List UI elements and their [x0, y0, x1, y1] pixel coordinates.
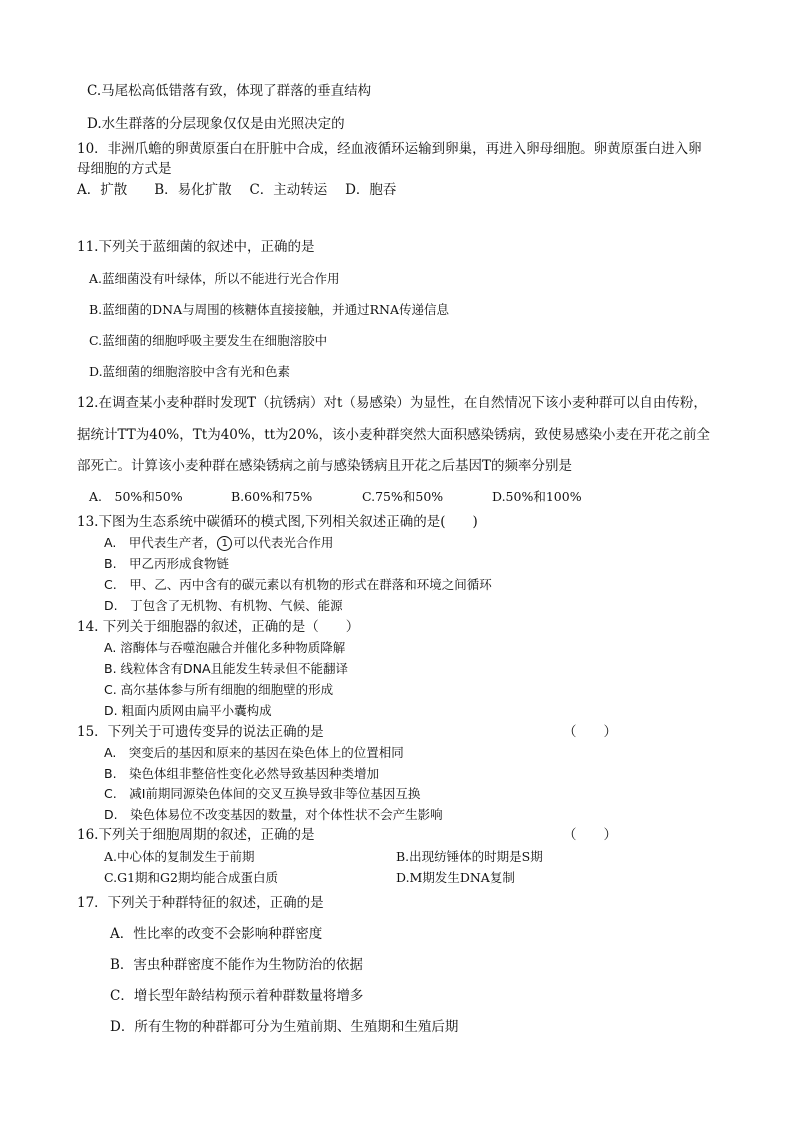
- q13-option-a: [104, 534, 333, 552]
- q17-option-d: D．所有生物的种群都可分为生殖前期、生殖期和生殖后期: [110, 1019, 459, 1035]
- q11-option-b: B.蓝细菌的DNA与周围的核糖体直接接触，并通过RNA传递信息: [89, 302, 450, 317]
- q14-option-b: B. 线粒体含有DNA且能发生转录但不能翻译: [104, 661, 349, 676]
- q16-stem: 16.下列关于细胞周期的叙述，正确的是: [77, 827, 315, 843]
- q13-stem: 13.下图为生态系统中碳循环的模式图,下列相关叙述正确的是( ): [77, 514, 478, 530]
- q13-option-a-pre: A. 甲代表生产者，: [104, 535, 217, 550]
- q13-option-d: D. 丁包含了无机物、有机物、气候、能源: [104, 598, 343, 613]
- q12-option-b: B.60%和75%: [231, 489, 313, 504]
- circled-number: 1: [217, 536, 232, 551]
- q10-stem-line1: 10．非洲爪蟾的卵黄原蛋白在肝脏中合成，经血液循环运输到卵巢，再进入卵母细胞。卵黄原蛋白进入卵: [77, 141, 702, 157]
- q15-option-b: B. 染色体组非整倍性变化必然导致基因种类增加: [104, 766, 380, 781]
- q17-option-a: A．性比率的改变不会影响种群密度: [110, 926, 323, 942]
- q10-options: A．扩散 B．易化扩散 C．主动转运 D．胞吞: [77, 182, 397, 198]
- q15-option-c: C. 减Ⅰ前期同源染色体间的交叉互换导致非等位基因互换: [104, 786, 421, 801]
- q13-option-a-post: 可以代表光合作用: [233, 535, 334, 550]
- q12-stem-line3: 部死亡。计算该小麦种群在感染锈病之前与感染锈病且开花之后基因T的频率分别是: [77, 458, 573, 474]
- q16-answer-paren: （ ）: [563, 827, 617, 843]
- q16-option-d: D.M期发生DNA复制: [396, 870, 515, 885]
- q17-stem: 17．下列关于种群特征的叙述，正确的是: [77, 895, 324, 911]
- q15-answer-paren: （ ）: [563, 724, 617, 740]
- q10-stem-line2: 母细胞的方式是: [77, 161, 172, 177]
- q15-option-a: A. 突变后的基因和原来的基因在染色体上的位置相同: [104, 745, 404, 760]
- q16-option-b: B.出现纺锤体的时期是S期: [396, 849, 543, 864]
- q13-option-b: B. 甲乙丙形成食物链: [104, 556, 230, 571]
- q14-option-c: C. 高尔基体参与所有细胞的细胞壁的形成: [104, 682, 334, 697]
- q12-stem-line2: 据统计TT为40%，Tt为40%，tt为20%，该小麦种群突然大面积感染锈病，致使易感染小麦在开花之前全: [77, 427, 711, 443]
- q11-option-d: D.蓝细菌的细胞溶胶中含有光和色素: [89, 364, 291, 379]
- q11-option-c: C.蓝细菌的细胞呼吸主要发生在细胞溶胶中: [89, 333, 328, 348]
- prev-option-d: D.水生群落的分层现象仅仅是由光照决定的: [87, 116, 345, 132]
- q14-option-d: D. 粗面内质网由扁平小囊构成: [104, 703, 272, 718]
- q12-option-a: A. 50%和50%: [89, 489, 183, 504]
- q17-option-b: B．害虫种群密度不能作为生物防治的依据: [110, 957, 363, 973]
- q15-stem: 15．下列关于可遗传变异的说法正确的是: [77, 724, 324, 740]
- q16-option-c: C.G1期和G2期均能合成蛋白质: [104, 870, 278, 885]
- q17-option-c: C．增长型年龄结构预示着种群数量将增多: [110, 988, 364, 1004]
- q12-stem-line1: 12.在调查某小麦种群时发现T（抗锈病）对t（易感染）为显性，在自然情况下该小麦种群可以自由传粉，: [77, 395, 707, 411]
- prev-option-c: C.马尾松高低错落有致，体现了群落的垂直结构: [87, 83, 372, 99]
- q11-option-a: A.蓝细菌没有叶绿体，所以不能进行光合作用: [89, 271, 340, 286]
- q15-option-d: D. 染色体易位不改变基因的数量，对个体性状不会产生影响: [104, 807, 443, 822]
- q12-option-c: C.75%和50%: [362, 489, 444, 504]
- q14-option-a: A. 溶酶体与吞噬泡融合并催化多种物质降解: [104, 640, 346, 655]
- q13-option-c: C. 甲、乙、丙中含有的碳元素以有机物的形式在群落和环境之间循环: [104, 577, 492, 592]
- q12-option-d: D.50%和100%: [492, 489, 582, 504]
- q14-stem: 14. 下列关于细胞器的叙述，正确的是（ ）: [77, 619, 360, 635]
- q11-stem: 11.下列关于蓝细菌的叙述中，正确的是: [77, 239, 315, 255]
- q16-option-a: A.中心体的复制发生于前期: [104, 849, 255, 864]
